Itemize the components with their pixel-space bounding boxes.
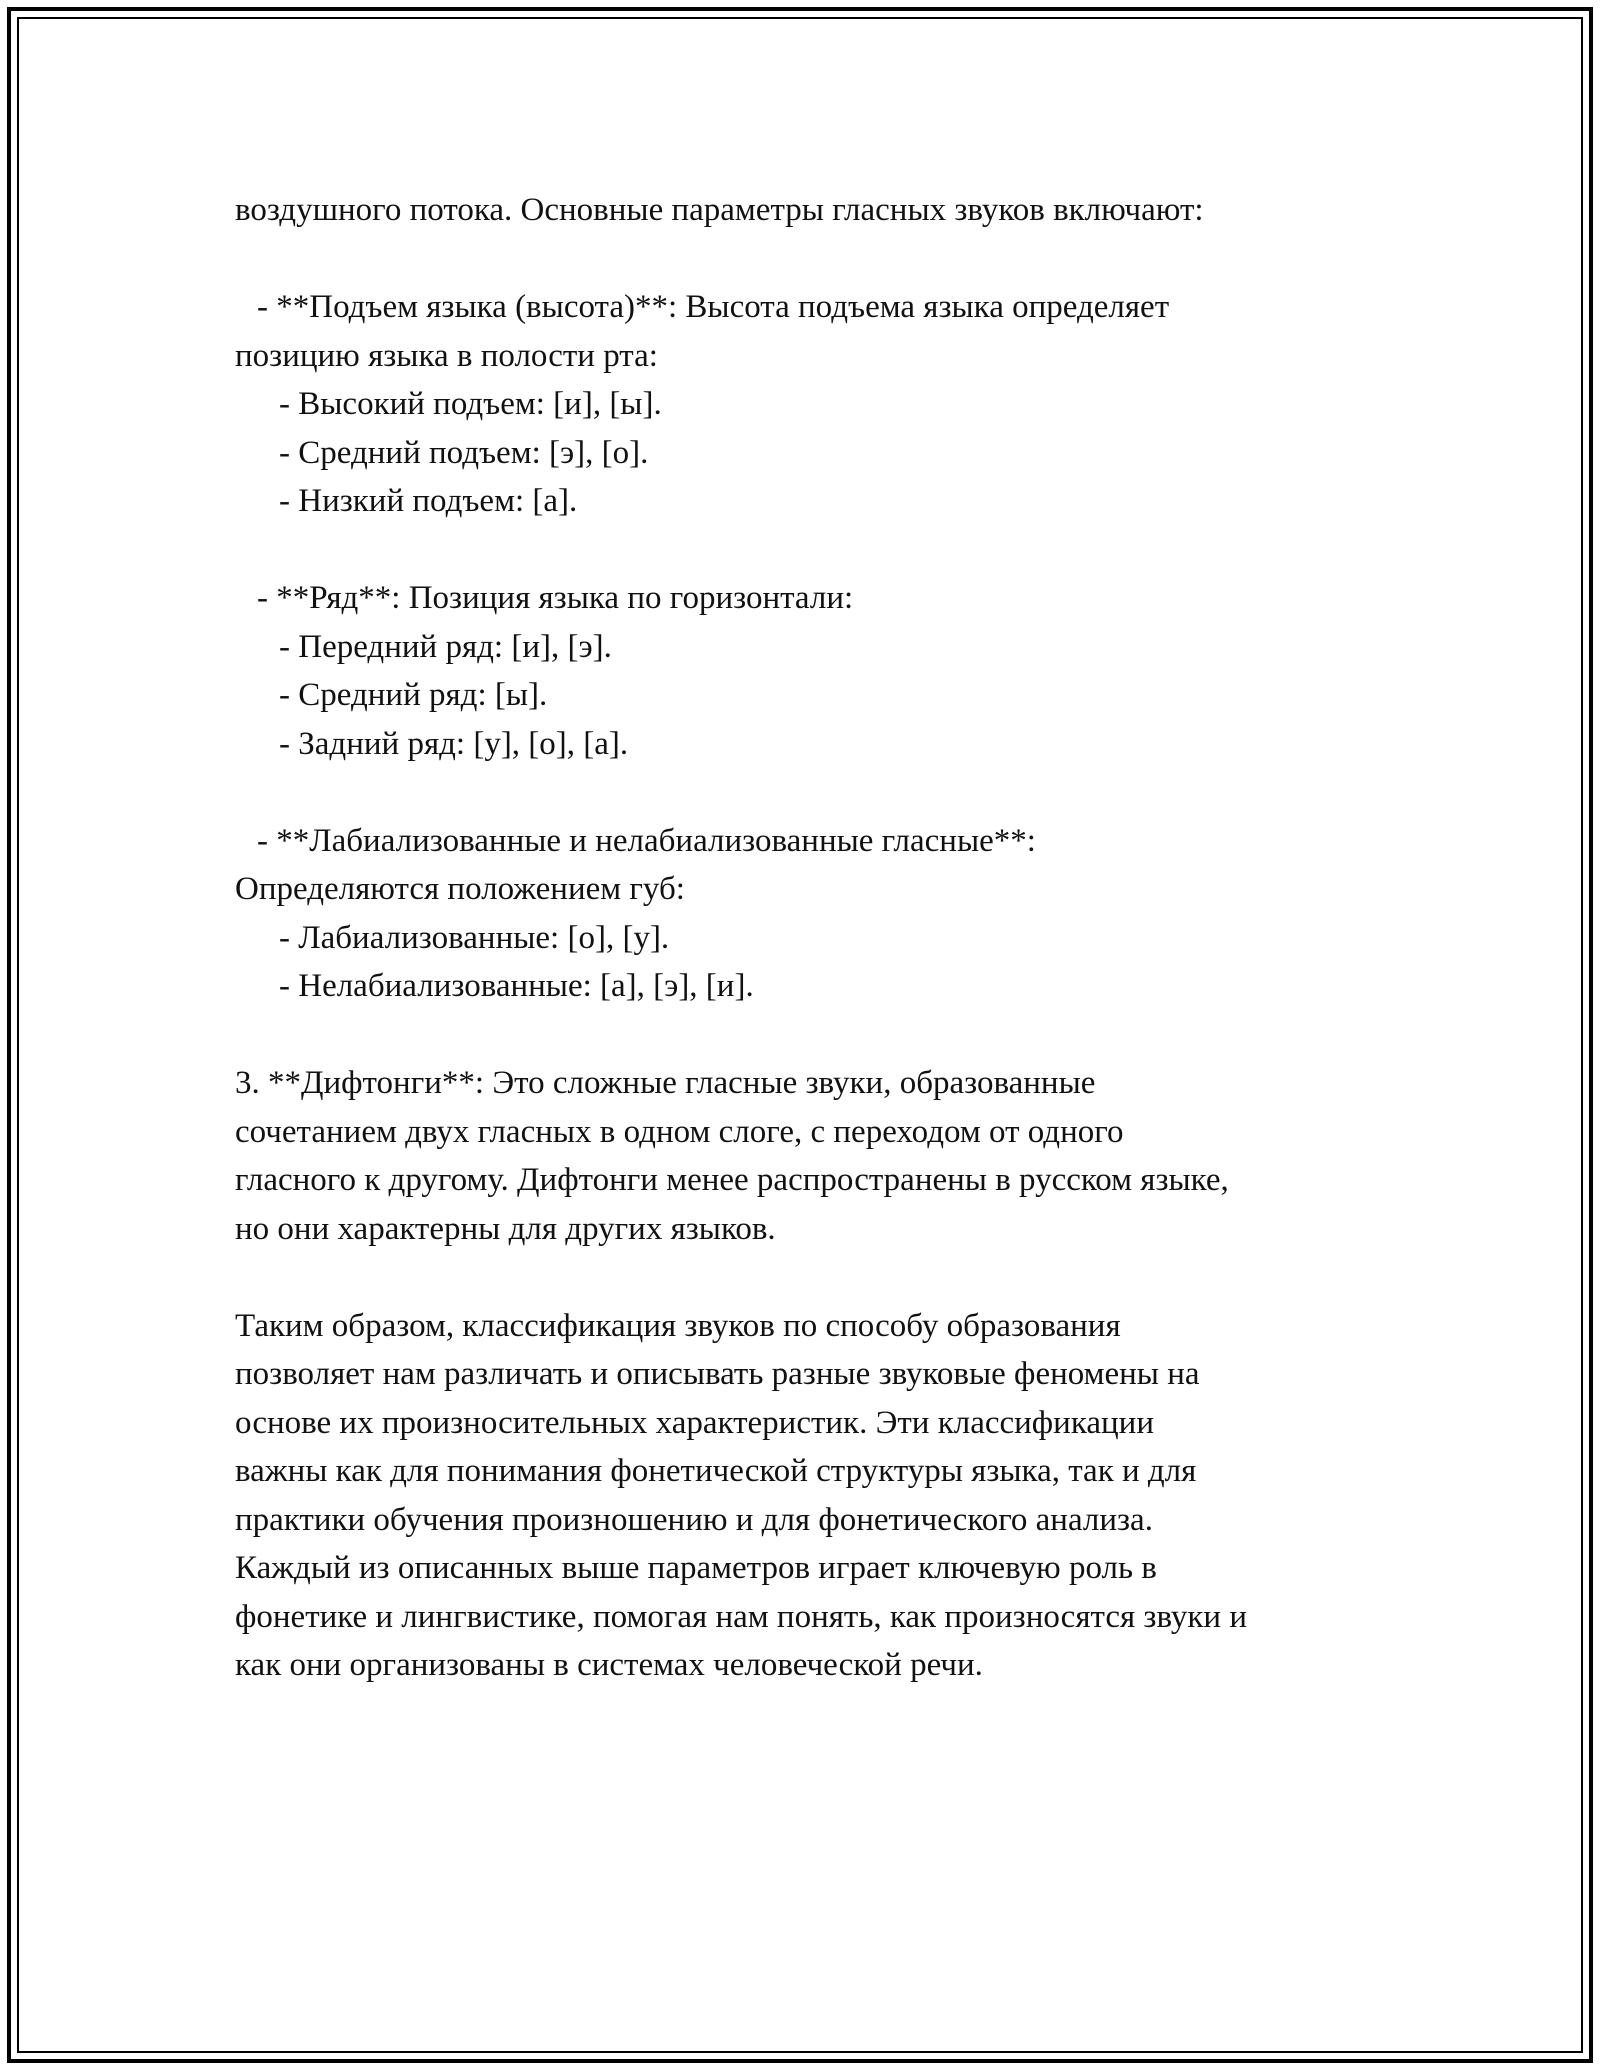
conclusion-paragraph-line: как они организованы в системах человеческой речи.	[235, 1647, 983, 1683]
sub-list-item: - Нелабиализованные: [а], [э], [и].	[279, 968, 754, 1004]
blank-line	[235, 526, 1435, 575]
conclusion-paragraph-line: Каждый из описанных выше параметров играет ключевую роль в	[235, 1550, 1157, 1586]
sub-list-item: - Средний подъем: [э], [о].	[279, 434, 649, 471]
list-item-tongue-height: - **Подъем языка (высота)**: Высота подъема языка определяет	[257, 289, 1170, 325]
blank-line	[235, 235, 1435, 284]
text-line: воздушного потока. Основные параметры гласных звуков включают:	[235, 192, 1204, 228]
sub-list-item: - Низкий подъем: [а].	[279, 483, 578, 519]
sub-list-item: - Передний ряд: [и], [э].	[279, 628, 612, 665]
text-line: сочетанием двух гласных в одном слоге, с переходом от одного	[235, 1113, 1124, 1150]
conclusion-paragraph-line: фонетике и лингвистике, помогая нам понять, как произносятся звуки и	[235, 1598, 1247, 1635]
conclusion-paragraph-line: Таким образом, классификация звуков по способу образования	[235, 1307, 1121, 1344]
sub-list-item: - Лабиализованные: [о], [у].	[279, 919, 670, 956]
text-line: но они характерны для других языков.	[235, 1210, 776, 1247]
conclusion-paragraph-line: позволяет нам различать и описывать разные звуковые феномены на	[235, 1356, 1200, 1392]
document-body	[235, 186, 1435, 1690]
blank-line	[235, 1011, 1435, 1060]
text-line: Определяются положением губ:	[235, 871, 685, 907]
list-item-row: - **Ряд**: Позиция языка по горизонтали:	[257, 580, 854, 616]
conclusion-paragraph-line: основе их произносительных характеристик. Эти классификации	[235, 1404, 1155, 1441]
text-line: позицию языка в полости рта:	[235, 337, 658, 374]
conclusion-paragraph-line: практики обучения произношению и для фонетического анализа.	[235, 1501, 1153, 1538]
sub-list-item: - Высокий подъем: [и], [ы].	[279, 386, 662, 422]
text-line: гласного к другому. Дифтонги менее распространены в русском языке,	[235, 1162, 1229, 1198]
sub-list-item: - Задний ряд: [у], [о], [а].	[279, 725, 629, 762]
conclusion-paragraph-line: важны как для понимания фонетической структуры языка, так и для	[235, 1453, 1197, 1489]
blank-line	[235, 1253, 1435, 1302]
sub-list-item: - Средний ряд: [ы].	[279, 677, 548, 713]
blank-line	[235, 768, 1435, 817]
numbered-item-diphthongs: 3. **Дифтонги**: Это сложные гласные звуки, образованные	[235, 1065, 1096, 1101]
list-item-labialization: - **Лабиализованные и нелабиализованные гласные**:	[257, 822, 1036, 859]
